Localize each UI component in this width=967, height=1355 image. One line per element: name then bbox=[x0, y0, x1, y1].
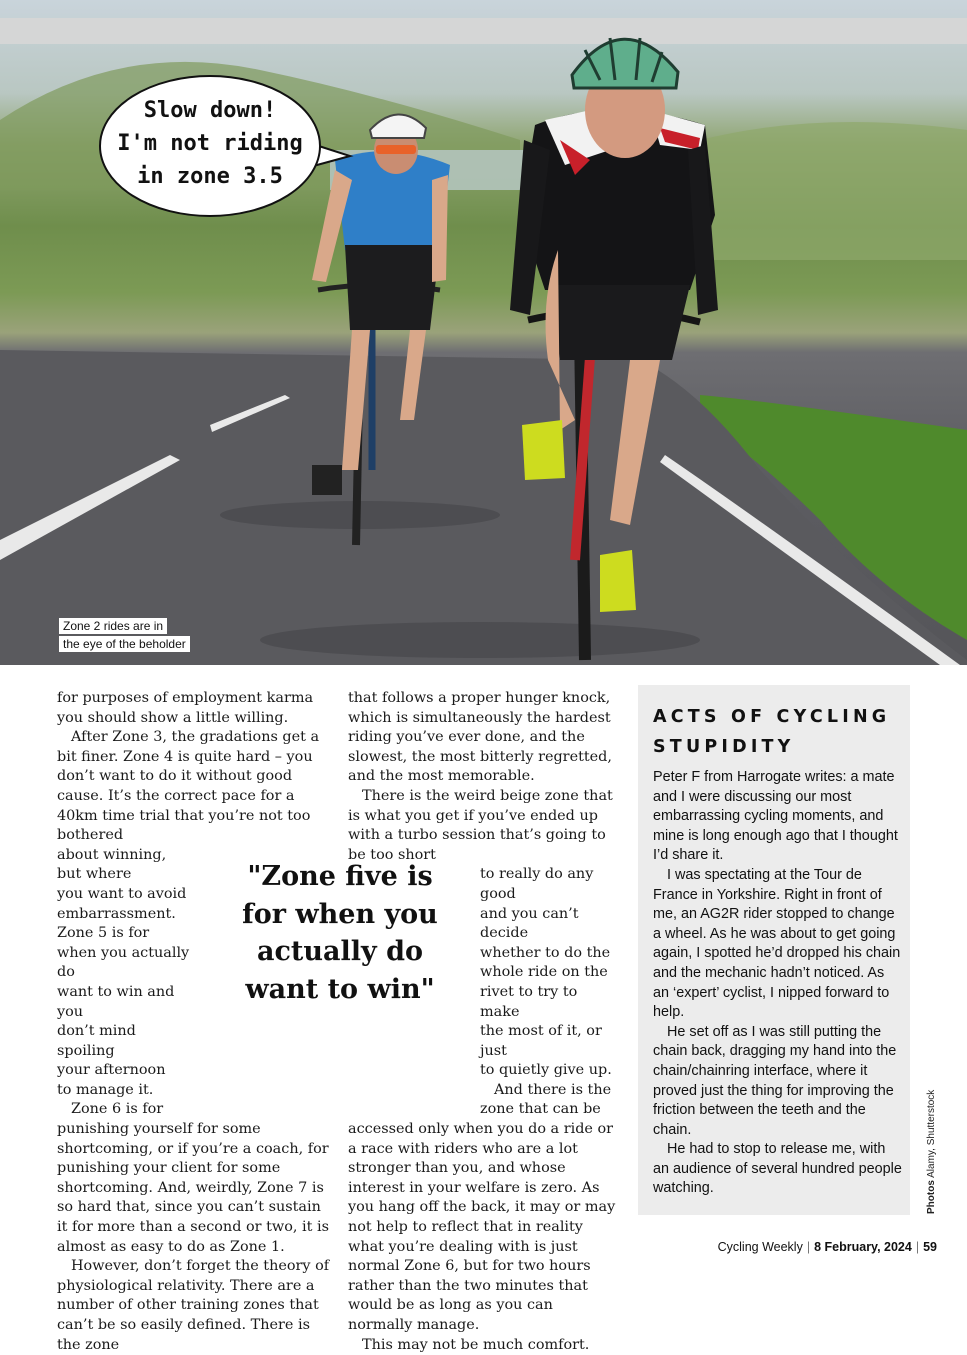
text-line: to quietly give up. bbox=[480, 1062, 612, 1079]
issue-date: 8 February, 2024 bbox=[814, 1240, 912, 1254]
footer-separator: | bbox=[915, 1240, 920, 1254]
paragraph: for purposes of employment karma you should show a little willing. bbox=[57, 690, 314, 726]
caption-line: Zone 2 rides are in bbox=[59, 618, 167, 634]
yellow-shoe bbox=[522, 420, 565, 480]
text-line: embarrassment. bbox=[57, 905, 176, 922]
article-column-2 bbox=[348, 689, 620, 1355]
far-hill bbox=[700, 122, 967, 260]
text-line: to really do any good bbox=[480, 866, 594, 902]
sunglasses bbox=[376, 145, 416, 154]
page-number: 59 bbox=[923, 1240, 937, 1254]
paragraph: accessed only when you do a ride or a race with riders who are a lot stronger than you, and whose interest in your welfare is zero. As you hang off the back, it may or may not help to reflect that in reality what you’re dealing with is just normal Zone 6, but for two hours rather than the two minutes that would be as long as you can normally manage. bbox=[348, 1121, 616, 1333]
sidebar-paragraph: He set off as I was still putting the chain back, dragging my hand into the chain/chainring interface, where it proved just the thing for improving the friction between the teeth and the chain. bbox=[653, 1023, 897, 1138]
text-line: zone that can be bbox=[480, 1101, 601, 1118]
sidebar-paragraph: Peter F from Harrogate writes: a mate and I were discussing our most embarrassing cycling moments, and mine is long enough ago that I thought I’d share it. bbox=[653, 769, 898, 864]
text-line: Zone 6 is for bbox=[71, 1101, 164, 1118]
text-line: and you can’t decide bbox=[480, 905, 579, 942]
credit-sources: Alamy, Shutterstock bbox=[926, 1089, 937, 1178]
text-line: want to win and you bbox=[57, 983, 175, 1020]
photo-credit-text bbox=[926, 1090, 937, 1214]
sidebar-box bbox=[638, 685, 910, 1215]
pull-quote: "Zone five is for when you actually do want to win" bbox=[242, 861, 438, 1005]
text-line: when you actually do bbox=[57, 944, 190, 981]
photo-caption bbox=[59, 617, 199, 653]
speech-line: I'm not riding bbox=[117, 131, 303, 156]
title-line: ACTS OF CYCLING bbox=[653, 707, 891, 727]
text-line: And there is the bbox=[494, 1081, 612, 1098]
text-line: don’t mind spoiling bbox=[57, 1023, 136, 1059]
wrapped-text-block bbox=[480, 865, 620, 1120]
paragraph: that follows a proper hunger knock, which is simultaneously the hardest riding you’ve ever done, and the slowest, the most bitterly regretted, and the most memorable. bbox=[348, 690, 612, 785]
speech-bubble-text bbox=[112, 94, 308, 193]
sidebar-paragraph: I was spectating at the Tour de France in Yorkshire. Right in front of me, an AG2R rider stopped to change a wheel. As he was about to get going again, I spotted he’d dropped his chain and the mechanic hadn’t noticed. As an ‘expert’ cyclist, I nipped forward to help. bbox=[653, 866, 901, 1021]
green-helmet bbox=[572, 39, 678, 88]
black-shorts bbox=[345, 245, 440, 330]
footer-separator: | bbox=[806, 1240, 811, 1254]
text-line: to manage it. bbox=[57, 1081, 154, 1098]
yellow-shoe bbox=[600, 550, 636, 612]
page-footer bbox=[718, 1240, 937, 1254]
rider-shadow bbox=[260, 622, 700, 658]
magazine-name: Cycling Weekly bbox=[717, 1240, 803, 1254]
speech-line: Slow down! bbox=[143, 98, 277, 123]
credit-label: Photos bbox=[926, 1180, 937, 1214]
text-line: Zone 5 is for bbox=[57, 925, 150, 942]
shoe bbox=[312, 465, 342, 495]
text-line: about winning, but where bbox=[57, 846, 167, 883]
text-line: whole ride on the bbox=[480, 964, 608, 981]
text-line: rivet to try to make bbox=[480, 983, 578, 1020]
speech-line: in zone 3.5 bbox=[137, 164, 283, 189]
article-column-1 bbox=[57, 689, 333, 1355]
paragraph: After Zone 3, the gradations get a bit finer. Zone 4 is quite hard – you don’t want to do it without good cause. It’s the correct pace for a 40km time trial that you’re not too bothered bbox=[57, 729, 320, 844]
wrapped-text-block bbox=[57, 846, 195, 1120]
caption-line: the eye of the beholder bbox=[59, 636, 190, 652]
sidebar-body bbox=[653, 768, 903, 1199]
sidebar-title bbox=[653, 702, 903, 762]
arm bbox=[432, 175, 448, 282]
title-line: STUPIDITY bbox=[653, 737, 795, 757]
text-line: the most of it, or just bbox=[480, 1023, 602, 1059]
paragraph: However, don’t forget the theory of physiological relativity. There are a number of other training zones that can’t be so easily defined. There is the zone bbox=[57, 1258, 330, 1353]
paragraph: This may not be much comfort. bbox=[362, 1336, 590, 1353]
black-shorts bbox=[548, 285, 690, 360]
paragraph: punishing yourself for some shortcoming, or if you’re a coach, for punishing your client for some shortcoming. And, weirdly, Zone 7 is so hard that, since you can’t sustain it for more than a second or two, it is almost as easy to do as Zone 1. bbox=[57, 1121, 329, 1255]
text-line: your afternoon bbox=[57, 1062, 166, 1079]
hero-photo bbox=[0, 0, 967, 665]
paragraph: There is the weird beige zone that is what you get if you’ve ended up with a turbo session that’s going to be too short bbox=[348, 787, 613, 863]
sidebar-paragraph: He had to stop to release me, with an audience of several hundred people watching. bbox=[653, 1141, 902, 1197]
text-line: whether to do the bbox=[480, 944, 611, 961]
text-line: you want to avoid bbox=[57, 885, 187, 902]
